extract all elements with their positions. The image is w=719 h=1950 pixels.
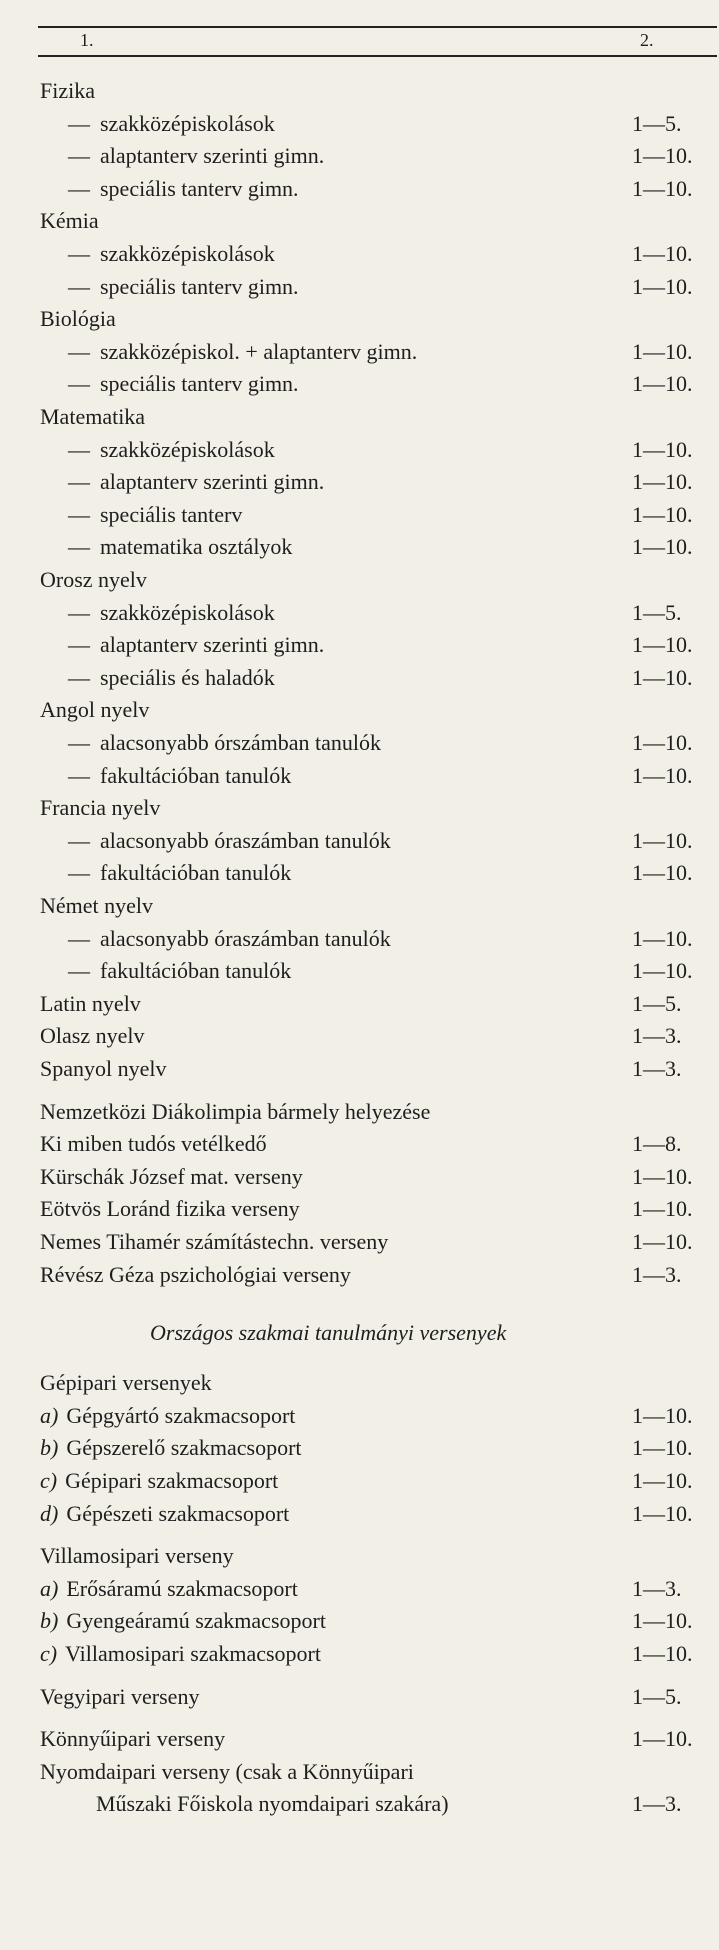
list-row	[0, 500, 719, 530]
row-label: Gépészeti szakmacsoport	[66, 1500, 290, 1526]
dash-mark: —	[68, 175, 90, 201]
row-text	[68, 924, 391, 954]
row-label: alaptanterv szerinti gimn.	[100, 143, 325, 169]
row-text	[40, 1368, 212, 1398]
dash-mark: —	[68, 143, 90, 169]
list-row	[0, 369, 719, 399]
row-text	[68, 826, 391, 856]
list-row	[0, 761, 719, 791]
row-text	[40, 695, 149, 725]
list-row	[0, 1054, 719, 1084]
dash-mark: —	[68, 762, 90, 788]
row-text	[40, 304, 116, 334]
row-label: speciális tanterv	[100, 501, 243, 527]
row-label: Erősáramú szakmacsoport	[66, 1575, 298, 1601]
row-text	[40, 1606, 326, 1636]
row-label: Latin nyelv	[40, 990, 141, 1016]
row-letter: b)	[40, 1435, 59, 1461]
row-label: fakultációban tanulók	[100, 762, 292, 788]
list-row	[0, 1129, 719, 1159]
row-label: alacsonyabb óraszámban tanulók	[100, 827, 391, 853]
row-letter: c)	[40, 1468, 58, 1493]
row-label: Biológia	[40, 306, 116, 332]
row-text	[40, 206, 99, 236]
row-value: 1—10.	[632, 860, 693, 886]
row-value: 1—10.	[632, 958, 693, 984]
list-row	[0, 109, 719, 139]
row-label: szakközépiskol. + alaptanterv gimn.	[100, 338, 418, 364]
list-row	[0, 1433, 719, 1463]
row-letter: a)	[40, 1402, 59, 1428]
row-letter: c)	[40, 1641, 58, 1666]
header-rule	[38, 55, 717, 57]
row-label: fakultációban tanulók	[100, 958, 292, 984]
row-letter: b)	[40, 1608, 59, 1634]
row-text	[40, 1724, 225, 1754]
row-label: Kürschák József mat. verseny	[40, 1163, 303, 1189]
row-value: 1—5.	[632, 599, 682, 625]
row-text	[40, 1021, 144, 1051]
section-heading	[0, 1318, 719, 1348]
row-value: 1—10.	[632, 1468, 693, 1493]
row-text	[68, 500, 242, 530]
list-row	[0, 239, 719, 269]
list-row	[0, 1789, 719, 1819]
row-label: Nemes Tihamér számítástechn. verseny	[40, 1229, 389, 1254]
dash-mark: —	[68, 273, 90, 299]
list-row	[0, 272, 719, 302]
list-row	[0, 826, 719, 856]
dash-mark: —	[68, 338, 90, 364]
row-label: Gépipari szakmacsoport	[65, 1468, 279, 1493]
row-text	[68, 532, 292, 562]
row-label: Matematika	[40, 404, 146, 429]
row-text	[68, 239, 275, 269]
row-label: Német nyelv	[40, 893, 154, 918]
row-label: Olasz nyelv	[40, 1023, 145, 1049]
row-label: szakközépiskolások	[100, 110, 275, 136]
row-label: Angol nyelv	[40, 697, 150, 723]
row-value: 1—10.	[632, 1229, 693, 1254]
row-label: Kémia	[40, 208, 99, 234]
row-text	[68, 337, 417, 367]
list-row	[0, 1606, 719, 1636]
row-label: Vegyipari verseny	[40, 1683, 200, 1709]
row-value: 1—10.	[632, 143, 693, 169]
list-row	[0, 304, 719, 334]
row-value: 1—10.	[632, 469, 693, 495]
row-label: Gépipari versenyek	[40, 1370, 212, 1396]
row-label: alacsonyabb órszámban tanulók	[100, 730, 382, 755]
list-row	[0, 1574, 719, 1604]
row-label: Nyomdaipari verseny (csak a Könnyűipari	[40, 1758, 414, 1784]
list-row	[0, 1466, 719, 1496]
row-text	[40, 1574, 298, 1604]
row-value: 1—10.	[632, 1163, 693, 1189]
row-label: Könnyűipari verseny	[40, 1726, 226, 1752]
row-text	[40, 1639, 321, 1669]
row-label: szakközépiskolások	[100, 599, 275, 625]
row-text	[68, 174, 299, 204]
list-row	[0, 1162, 719, 1192]
row-text	[40, 1757, 414, 1787]
row-value: 1—10.	[632, 1641, 693, 1666]
dash-mark: —	[68, 534, 90, 560]
row-label: alacsonyabb óraszámban tanulók	[100, 925, 391, 951]
row-label: Országos szakmai tanulmányi versenyek	[150, 1320, 507, 1346]
row-text	[68, 598, 275, 628]
dash-mark: —	[68, 241, 90, 266]
list-row	[0, 76, 719, 106]
list-row	[0, 956, 719, 986]
row-label: Gépgyártó szakmacsoport	[66, 1402, 296, 1428]
row-label: alaptanterv szerinti gimn.	[100, 632, 325, 658]
row-text	[40, 1097, 430, 1127]
row-text	[40, 1260, 351, 1290]
list-row	[0, 141, 719, 171]
row-letter: d)	[40, 1500, 59, 1526]
row-label: szakközépiskolások	[100, 241, 275, 266]
top-rule	[38, 26, 717, 28]
dash-mark: —	[68, 110, 90, 136]
dash-mark: —	[68, 632, 90, 658]
row-value: 1—8.	[632, 1131, 682, 1157]
row-value: 1—10.	[632, 730, 693, 755]
row-label: Nemzetközi Diákolimpia bármely helyezése	[40, 1098, 431, 1124]
row-value: 1—10.	[632, 534, 693, 560]
row-text	[68, 663, 275, 693]
row-text	[40, 1129, 267, 1159]
row-value: 1—10.	[632, 664, 693, 690]
list-row	[0, 924, 719, 954]
row-value: 1—3.	[632, 1575, 682, 1601]
row-value: 1—10.	[632, 1726, 693, 1752]
column-header-2: 2.	[640, 30, 654, 50]
row-text	[40, 1541, 234, 1571]
row-text	[68, 141, 324, 171]
dash-mark: —	[68, 599, 90, 625]
row-value: 1—10.	[632, 1435, 693, 1461]
row-value: 1—10.	[632, 501, 693, 527]
list-row	[0, 598, 719, 628]
row-text	[40, 1227, 388, 1257]
list-row	[0, 467, 719, 497]
row-label: Műszaki Főiskola nyomdaipari szakára)	[96, 1791, 449, 1817]
dash-mark: —	[68, 371, 90, 397]
list-row	[0, 174, 719, 204]
row-label: Francia nyelv	[40, 795, 161, 821]
list-row	[0, 1499, 719, 1529]
row-text	[68, 761, 291, 791]
row-text	[68, 369, 299, 399]
row-value: 1—10.	[632, 632, 693, 658]
row-text	[68, 728, 381, 758]
dash-mark: —	[68, 436, 90, 462]
list-row	[0, 435, 719, 465]
list-row	[0, 1368, 719, 1398]
list-row	[0, 1021, 719, 1051]
row-value: 1—3.	[632, 1261, 682, 1287]
row-label: Eötvös Loránd fizika verseny	[40, 1196, 300, 1222]
dash-mark: —	[68, 730, 90, 755]
row-value: 1—10.	[632, 1500, 693, 1526]
row-text	[68, 858, 291, 888]
list-row	[0, 402, 719, 432]
dash-mark: —	[68, 860, 90, 886]
list-row	[0, 1260, 719, 1290]
list-row	[0, 532, 719, 562]
row-letter: a)	[40, 1575, 59, 1601]
row-text	[40, 1499, 289, 1529]
row-value: 1—10.	[632, 338, 693, 364]
row-text	[68, 109, 275, 139]
row-label: speciális és haladók	[100, 664, 275, 690]
row-value: 1—3.	[632, 1056, 682, 1081]
row-text	[40, 989, 141, 1019]
row-text	[150, 1318, 506, 1348]
list-row	[0, 1724, 719, 1754]
row-label: matematika osztályok	[100, 534, 293, 560]
row-value: 1—5.	[632, 1683, 682, 1709]
row-text	[40, 1401, 295, 1431]
list-row	[0, 1097, 719, 1127]
row-label: szakközépiskolások	[100, 436, 275, 462]
dash-mark: —	[68, 827, 90, 853]
row-label: Ki miben tudós vetélkedő	[40, 1131, 267, 1157]
row-label: Gépszerelő szakmacsoport	[66, 1435, 302, 1461]
row-text	[68, 435, 275, 465]
row-label: Orosz nyelv	[40, 567, 147, 592]
row-text	[68, 956, 291, 986]
row-value: 1—10.	[632, 1402, 693, 1428]
row-label: Villamosipari verseny	[40, 1543, 234, 1569]
list-row	[0, 1401, 719, 1431]
row-text	[40, 402, 145, 432]
row-value: 1—10.	[632, 175, 693, 201]
row-label: Fizika	[40, 78, 95, 103]
row-text	[40, 1162, 303, 1192]
row-value: 1—10.	[632, 273, 693, 299]
row-label: Gyengeáramú szakmacsoport	[66, 1608, 326, 1634]
dash-mark: —	[68, 469, 90, 495]
list-row	[0, 337, 719, 367]
dash-mark: —	[68, 501, 90, 527]
row-value: 1—5.	[632, 990, 682, 1016]
row-text	[68, 467, 324, 497]
row-text	[40, 793, 160, 823]
row-label: speciális tanterv gimn.	[100, 273, 299, 299]
list-row	[0, 728, 719, 758]
dash-mark: —	[68, 958, 90, 984]
row-label: alaptanterv szerinti gimn.	[100, 469, 325, 495]
list-row	[0, 1757, 719, 1787]
list-row	[0, 206, 719, 236]
row-value: 1—10.	[632, 241, 693, 266]
row-value: 1—10.	[632, 1608, 693, 1634]
row-value: 1—10.	[632, 762, 693, 788]
row-text	[40, 1466, 278, 1496]
row-value: 1—10.	[632, 925, 693, 951]
row-value: 1—10.	[632, 1196, 693, 1222]
row-value: 1—3.	[632, 1023, 682, 1049]
list-row	[0, 1541, 719, 1571]
row-value: 1—10.	[632, 827, 693, 853]
list-row	[0, 1194, 719, 1224]
row-label: Villamosipari szakmacsoport	[65, 1641, 321, 1666]
row-text	[40, 76, 95, 106]
list-row	[0, 858, 719, 888]
list-row	[0, 793, 719, 823]
list-row	[0, 1639, 719, 1669]
list-row	[0, 695, 719, 725]
list-row	[0, 1682, 719, 1712]
row-label: speciális tanterv gimn.	[100, 175, 299, 201]
dash-mark: —	[68, 664, 90, 690]
list-row	[0, 630, 719, 660]
row-value: 1—10.	[632, 371, 693, 397]
row-text	[40, 891, 153, 921]
row-text	[96, 1789, 449, 1819]
row-text	[40, 565, 147, 595]
row-value: 1—5.	[632, 110, 682, 136]
row-label: Spanyol nyelv	[40, 1056, 167, 1081]
row-value: 1—3.	[632, 1791, 682, 1817]
row-text	[40, 1433, 302, 1463]
row-label: fakultációban tanulók	[100, 860, 292, 886]
row-text	[40, 1682, 199, 1712]
list-row	[0, 565, 719, 595]
row-text	[40, 1194, 300, 1224]
row-label: speciális tanterv gimn.	[100, 371, 299, 397]
list-row	[0, 891, 719, 921]
row-value: 1—10.	[632, 436, 693, 462]
list-row	[0, 1227, 719, 1257]
column-header-1: 1.	[80, 30, 94, 50]
row-text	[68, 630, 324, 660]
list-row	[0, 663, 719, 693]
dash-mark: —	[68, 925, 90, 951]
list-row	[0, 989, 719, 1019]
row-text	[40, 1054, 167, 1084]
row-text	[68, 272, 299, 302]
row-label: Révész Géza pszichológiai verseny	[40, 1261, 351, 1287]
